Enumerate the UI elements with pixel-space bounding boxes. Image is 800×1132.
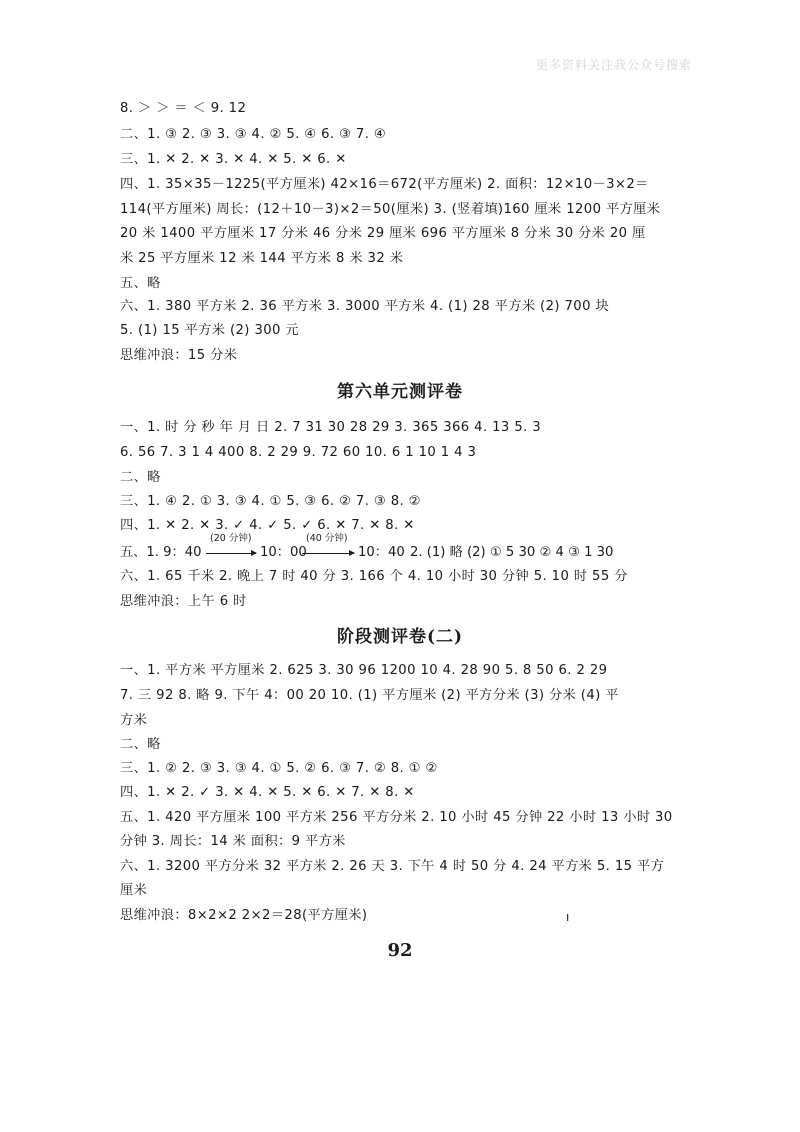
answer-line: 方米 (120, 713, 148, 728)
answer-line: 厘米 (120, 883, 148, 898)
arrow-rest: 2. (1) 略 (2) ① 5 30 ② 4 ③ 1 30 (410, 545, 614, 560)
answer-line: 分钟 3. 周长：14 米 面积：9 平方米 (120, 834, 346, 849)
answer-line: 五、1. 420 平方厘米 100 平方米 256 平方分米 2. 10 小时 45 分钟 22 小时 13 小时 30 (120, 810, 673, 825)
answer-line: 20 米 1400 平方厘米 17 分米 46 分米 29 厘米 696 平方厘米 8 分米 30 分米 20 厘 (120, 226, 646, 241)
answer-line: 三、1. ④ 2. ① 3. ③ 4. ① 5. ③ 6. ② 7. ③ 8. ② (120, 494, 421, 509)
answer-line: 一、1. 时 分 秒 年 月 日 2. 7 31 30 28 29 3. 365 366 4. 13 5. 3 (120, 420, 542, 435)
arrow-label: (40 分钟) (306, 533, 348, 544)
answer-line: 米 25 平方厘米 12 米 144 平方米 8 米 32 米 (120, 251, 404, 266)
answer-line: 四、1. 35×35－1225(平方厘米) 42×16＝672(平方厘米) 2. 面积：12×10－3×2＝ (120, 177, 649, 192)
answer-line: 六、1. 65 千米 2. 晚上 7 时 40 分 3. 166 个 4. 10 小时 30 分钟 5. 10 时 55 分 (120, 569, 628, 584)
answer-line: 三、1. ✕ 2. ✕ 3. ✕ 4. ✕ 5. ✕ 6. ✕ (120, 152, 347, 167)
arrow-end: 10：40 (358, 545, 405, 560)
arrow-prefix: 五、1. 9：40 (120, 545, 202, 560)
answer-line: 六、1. 3200 平方分米 32 平方米 2. 26 天 3. 下午 4 时 50 分 4. 24 平方米 5. 15 平方 (120, 859, 665, 874)
watermark: 更多资料关注我公众号搜索 (536, 58, 693, 72)
arrow-mid: 10：00 (260, 545, 307, 560)
answer-line: 5. (1) 15 平方米 (2) 300 元 (120, 323, 299, 338)
answer-line: 思维冲浪：15 分米 (120, 348, 238, 363)
answer-line: 思维冲浪：8×2×2 2×2＝28(平方厘米) (120, 908, 368, 923)
arrow-icon (302, 553, 354, 554)
answer-line: 五、略 (120, 276, 161, 291)
answer-line: 8. ＞ ＞ ＝ ＜ 9. 12 (120, 101, 247, 116)
answer-line: 三、1. ② 2. ③ 3. ③ 4. ① 5. ② 6. ③ 7. ② 8. ① ② (120, 761, 438, 776)
section-title: 第六单元测评卷 (337, 382, 463, 402)
page-number: 92 (387, 940, 413, 961)
answer-line: 二、1. ③ 2. ③ 3. ③ 4. ② 5. ④ 6. ③ 7. ④ (120, 127, 387, 142)
answer-line: 四、1. ✕ 2. ✕ 3. ✓ 4. ✓ 5. ✓ 6. ✕ 7. ✕ 8. ✕ (120, 518, 415, 533)
stray-mark: ı (566, 910, 570, 924)
answer-line: 6. 56 7. 3 1 4 400 8. 2 29 9. 72 60 10. 6 1 10 1 4 3 (120, 445, 477, 460)
answer-line: 六、1. 380 平方米 2. 36 平方米 3. 3000 平方米 4. (1) 28 平方米 (2) 700 块 (120, 299, 610, 314)
answer-line: 思维冲浪：上午 6 时 (120, 594, 247, 609)
time-arrow-line (120, 534, 720, 564)
arrow-icon (206, 553, 256, 554)
answer-line: 二、略 (120, 470, 161, 485)
answer-line: 114(平方厘米) 周长：(12＋10－3)×2＝50(厘米) 3. (竖着填)160 厘米 1200 平方厘米 (120, 202, 661, 217)
answer-line: 二、略 (120, 737, 161, 752)
answer-line: 四、1. ✕ 2. ✓ 3. ✕ 4. ✕ 5. ✕ 6. ✕ 7. ✕ 8. ✕ (120, 785, 415, 800)
answer-line: 一、1. 平方米 平方厘米 2. 625 3. 30 96 1200 10 4. 28 90 5. 8 50 6. 2 29 (120, 663, 608, 678)
arrow-label: (20 分钟) (210, 533, 252, 544)
answer-line: 7. 三 92 8. 略 9. 下午 4：00 20 10. (1) 平方厘米 (2) 平方分米 (3) 分米 (4) 平 (120, 688, 619, 703)
section-title: 阶段测评卷(二) (336, 627, 464, 647)
